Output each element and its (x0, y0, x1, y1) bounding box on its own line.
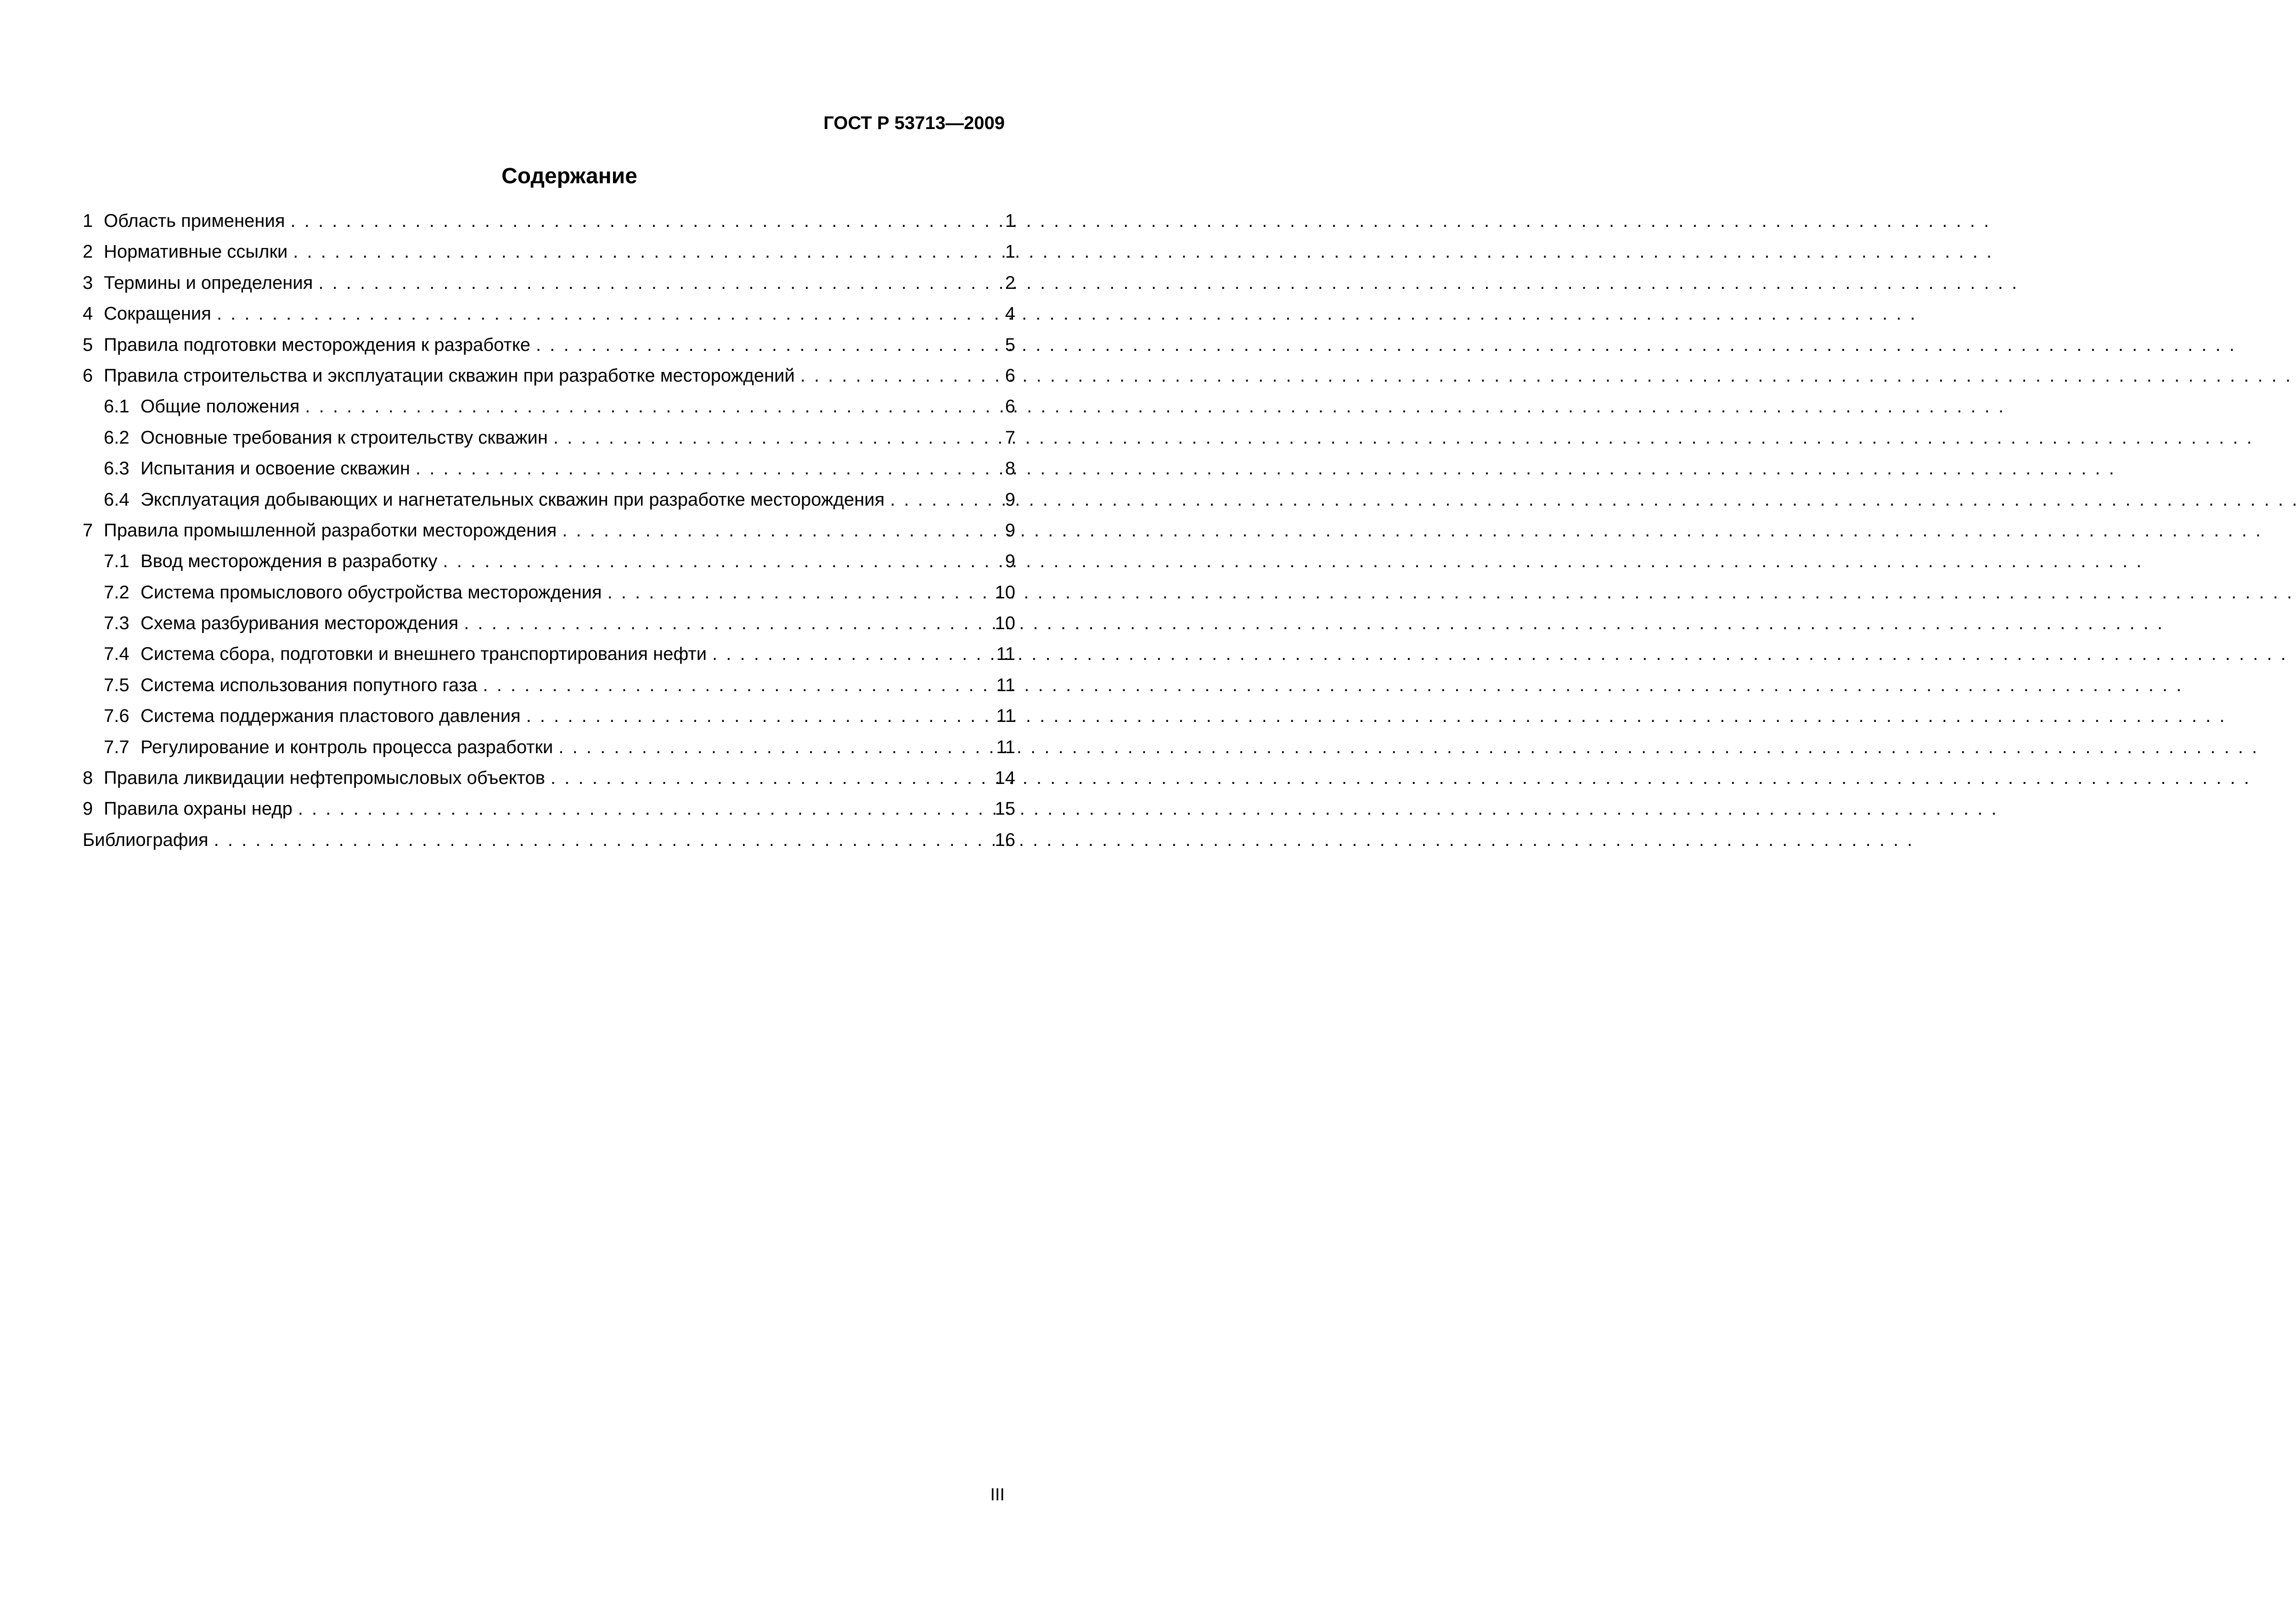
toc-entry-page: 9 (1005, 520, 1015, 541)
toc-entry-number: 6.2 (104, 427, 129, 448)
toc-entry-number: 6.4 (104, 489, 129, 510)
toc-entry-page: 9 (1005, 489, 1015, 510)
toc-entry-number: 7 (83, 520, 93, 541)
toc-entry[interactable] (83, 489, 1015, 519)
toc-entry-title: Система сбора, подготовки и внешнего транспортирования нефти (141, 644, 707, 665)
page-number: III (990, 1485, 1005, 1504)
toc-dot-leader (313, 272, 1004, 294)
toc-dot-leader (208, 829, 995, 851)
toc-entry-title: Эксплуатация добывающих и нагнетательных скважин при разработке месторождения (141, 489, 885, 510)
toc-entry-number: 1 (83, 211, 93, 231)
toc-entry-title: Основные требования к строительству скважин (141, 427, 548, 448)
toc-entry-title: Система поддержания пластового давления (141, 706, 521, 727)
toc-entry-title: Библиография (83, 829, 208, 850)
toc-entry-page: 8 (1005, 458, 1015, 479)
toc-dot-leader (795, 365, 1004, 387)
toc-entry-number: 7.4 (104, 644, 129, 665)
toc-entry-title: Система промыслового обустройства месторождения (141, 582, 602, 603)
toc-dot-leader (557, 519, 1004, 541)
toc-dot-leader (438, 550, 1004, 572)
toc-entry-page: 15 (995, 799, 1015, 819)
toc-dot-leader (545, 767, 995, 789)
toc-entry[interactable] (83, 457, 1015, 488)
toc-entry-number: 6.3 (104, 458, 129, 479)
toc-entry[interactable] (83, 210, 1015, 241)
toc-entry[interactable] (83, 674, 1015, 705)
toc-dot-leader (548, 427, 1004, 449)
toc-entry-page: 6 (1005, 365, 1015, 386)
toc-entry[interactable] (83, 705, 1015, 736)
document-id: ГОСТ Р 53713—2009 (823, 113, 1005, 133)
toc-entry-page: 7 (1005, 427, 1015, 448)
toc-entry[interactable] (83, 303, 1015, 333)
toc-entry-title: Сокращения (104, 304, 211, 324)
toc-entry[interactable] (83, 829, 1015, 860)
toc-entry-number: 3 (83, 272, 93, 293)
toc-entry-number: 7.6 (104, 706, 129, 727)
toc-entry-number: 4 (83, 304, 93, 324)
toc-entry-page: 2 (1005, 272, 1015, 293)
toc-entry-title: Система использования попутного газа (141, 675, 478, 695)
toc-entry-title: Испытания и освоение скважин (141, 458, 411, 479)
toc-entry[interactable] (83, 241, 1015, 271)
toc-dot-leader (299, 395, 1004, 417)
toc-dot-leader (410, 457, 1004, 479)
toc-entry-page: 1 (1005, 211, 1015, 231)
toc-entry-page: 9 (1005, 551, 1015, 572)
toc-entry-number: 7.3 (104, 613, 129, 634)
toc-entry-page: 10 (995, 613, 1015, 634)
toc-dot-leader (211, 303, 1004, 325)
toc-dot-leader (553, 736, 996, 758)
toc-entry-title: Регулирование и контроль процесса разработки (141, 737, 553, 757)
toc-entry-page: 6 (1005, 396, 1015, 417)
toc-entry[interactable] (83, 272, 1015, 303)
toc-dot-leader (478, 674, 996, 696)
toc-entry-number: 2 (83, 242, 93, 262)
toc-entry-title: Правила промышленной разработки месторождения (104, 520, 557, 541)
toc-entry-page: 4 (1005, 304, 1015, 324)
toc-entry-number: 6 (83, 365, 93, 386)
toc-dot-leader (287, 241, 1004, 263)
toc-entry-number: 9 (83, 799, 93, 819)
toc-dot-leader (458, 612, 995, 634)
toc-entry-page: 11 (996, 675, 1015, 695)
toc-entry[interactable] (83, 798, 1015, 828)
toc-entry-title: Правила строительства и эксплуатации скважин при разработке месторождений (104, 365, 795, 386)
toc-entry[interactable] (83, 365, 1015, 395)
toc-entry-number: 6.1 (104, 396, 129, 417)
toc-entry-title: Термины и определения (104, 272, 313, 293)
toc-entry[interactable] (83, 612, 1015, 643)
toc-dot-leader (530, 334, 1004, 356)
toc-entry-number: 5 (83, 334, 93, 355)
table-of-contents (83, 210, 1015, 860)
toc-entry[interactable] (83, 334, 1015, 365)
toc-entry-page: 11 (996, 737, 1015, 757)
toc-dot-leader (707, 643, 996, 665)
toc-entry-page: 1 (1005, 242, 1015, 262)
toc-entry-number: 7.5 (104, 675, 129, 695)
toc-entry-page: 11 (996, 706, 1015, 727)
toc-entry[interactable] (83, 581, 1015, 612)
toc-entry-number: 7.2 (104, 582, 129, 603)
toc-entry-title: Схема разбуривания месторождения (141, 613, 459, 634)
toc-entry-page: 10 (995, 582, 1015, 603)
toc-entry-page: 14 (995, 768, 1015, 789)
toc-entry-title: Правила охраны недр (104, 799, 293, 819)
toc-entry-title: Правила ликвидации нефтепромысловых объектов (104, 768, 546, 789)
toc-entry[interactable] (83, 767, 1015, 798)
toc-entry[interactable] (83, 736, 1015, 767)
toc-entry-title: Правила подготовки месторождения к разработке (104, 334, 531, 355)
toc-entry-title: Нормативные ссылки (104, 242, 288, 262)
toc-entry[interactable] (83, 550, 1015, 581)
toc-entry-number: 7.1 (104, 551, 129, 572)
toc-entry[interactable] (83, 395, 1015, 426)
toc-dot-leader (884, 489, 1004, 511)
toc-dot-leader (602, 581, 995, 603)
toc-entry-page: 5 (1005, 334, 1015, 355)
toc-entry-title: Ввод месторождения в разработку (141, 551, 438, 572)
toc-entry-page: 16 (995, 829, 1015, 850)
toc-entry-number: 7.7 (104, 737, 129, 757)
toc-dot-leader (521, 705, 996, 727)
toc-entry-number: 8 (83, 768, 93, 789)
toc-entry[interactable] (83, 427, 1015, 457)
toc-dot-leader (285, 210, 1004, 232)
toc-entry-title: Область применения (104, 211, 285, 231)
toc-entry-page: 11 (996, 644, 1015, 665)
toc-entry[interactable] (83, 643, 1015, 674)
toc-entry[interactable] (83, 519, 1015, 550)
page-title: Содержание (501, 164, 637, 188)
toc-entry-title: Общие положения (141, 396, 300, 417)
toc-dot-leader (293, 798, 995, 820)
